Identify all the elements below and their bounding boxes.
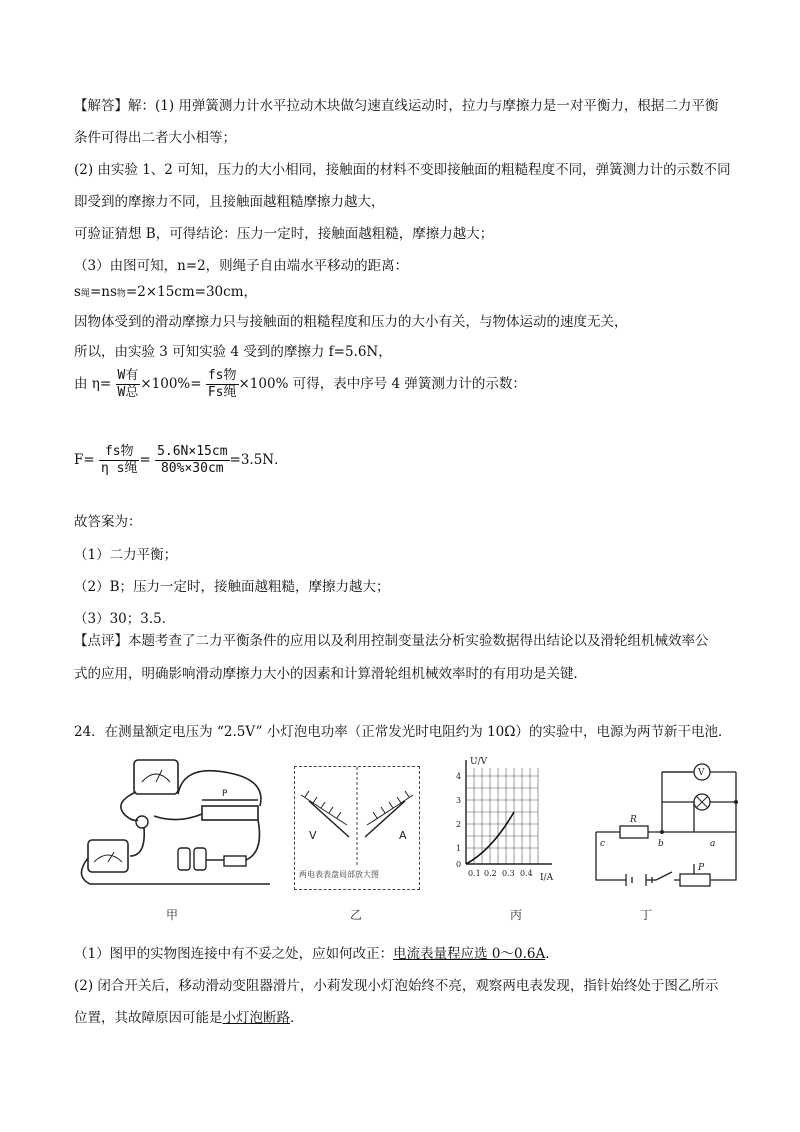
caption-yi: 乙 (350, 908, 363, 922)
bulb-icon (136, 816, 148, 828)
solution-line-6: （3）由图可知，n=2，则绳子自由端水平移动的距离： (74, 258, 409, 274)
svg-text:b: b (658, 839, 664, 849)
solution-line-7: s绳=ns物=2×15cm=30cm， (74, 284, 258, 300)
svg-text:3: 3 (456, 796, 462, 805)
caption-ding: 丁 (640, 908, 653, 922)
comment-line-1: 【点评】本题考查了二力平衡条件的应用以及利用控制变量法分析实验数据得出结论以及滑轮组机械效率公 (74, 633, 709, 649)
svg-text:V: V (698, 768, 705, 778)
solution-line-8: 因物体受到的滑动摩擦力只与接触面的粗糙程度和压力的大小有关，与物体运动的速度无关， (74, 314, 628, 330)
svg-text:I/A: I/A (540, 873, 554, 883)
svg-text:0: 0 (456, 860, 462, 869)
svg-text:V: V (309, 829, 317, 842)
solution-line-9: 所以，由实验 3 可知实验 4 受到的摩擦力 f=5.6N， (74, 344, 392, 360)
svg-text:0.3: 0.3 (502, 869, 515, 878)
answer-blank-1: 电流表量程应选 0～0.6A (393, 946, 546, 962)
svg-text:A: A (399, 829, 407, 842)
svg-text:U/V: U/V (470, 757, 488, 767)
ammeter-icon (88, 840, 128, 872)
question-24-stem: 24．在测量额定电压为 “2.5V” 小灯泡电功率（正常发光时电阻约为 10Ω）的实验中，电源为两节新干电池． (74, 724, 732, 740)
svg-text:a: a (710, 839, 716, 849)
resistor-r0-icon (620, 826, 648, 838)
svg-text:0.4: 0.4 (520, 869, 533, 878)
solution-line-3: (2) 由实验 1、2 可知，压力的大小相同，接触面的材料不变即接触面的粗糙程度不同，弹簧测力计的示数不同 (74, 162, 731, 178)
answer-1: （1）二力平衡； (74, 547, 178, 563)
answer-3: （3）30；3.5． (74, 611, 176, 627)
figure-yi-meters (294, 766, 420, 890)
svg-text:0.2: 0.2 (484, 869, 497, 878)
svg-text:2: 2 (456, 820, 462, 829)
answer-2: （2）B；压力一定时，接触面越粗糙，摩擦力越大； (74, 579, 390, 595)
figure-jia-circuit (74, 752, 270, 894)
answer-blank-2: 小灯泡断路 (222, 1010, 290, 1026)
fig-yi-note: 两电表表盘局部放大图 (299, 870, 379, 879)
svg-text:0.1: 0.1 (468, 869, 481, 878)
voltmeter-icon (134, 760, 178, 794)
figure-ding-schematic (586, 760, 746, 888)
battery-icon (178, 848, 190, 870)
solution-line-5: 可验证猜想 B，可得结论：压力一定时，接触面越粗糙，摩擦力越大； (74, 226, 494, 242)
switch-icon (224, 856, 246, 866)
solution-line-2: 条件可得出二者大小相等； (74, 130, 236, 146)
efficiency-formula: 由 η= $\frac{\text{W有}}{\text{W总}}$ ×100%= $\frac{\text{fs物}}{\text{Fs绳}}$ ×100% 可得，表中序号 4 弹簧测力计的示数： (74, 368, 526, 400)
switch-icon (656, 872, 672, 880)
caption-jia: 甲 (166, 908, 179, 922)
svg-text:1: 1 (456, 844, 462, 853)
svg-text:4: 4 (456, 772, 462, 781)
rheostat-icon (680, 874, 710, 886)
solution-line-1: 【解答】解：(1) 用弹簧测力计水平拉动木块做匀速直线运动时，拉力与摩擦力是一对平衡力，根据二力平衡 (74, 98, 719, 114)
answer-heading: 故答案为： (74, 514, 142, 530)
caption-bing: 丙 (510, 908, 523, 922)
rheostat-icon (202, 806, 258, 820)
comment-line-2: 式的应用，明确影响滑动摩擦力大小的因素和计算滑轮组机械效率时的有用功是关键． (74, 666, 587, 682)
svg-text:R: R (630, 815, 637, 825)
force-formula: F= $\frac{\text{fs物}}{\text{η s绳}}$ = $\frac{5.6N\times 15cm}{80\%\times 30cm}$ =3.5N． (74, 444, 288, 476)
solution-line-4: 即受到的摩擦力不同，且接触面越粗糙摩擦力越大， (74, 194, 385, 210)
question-24-part-2-line-2: 位置，其故障原因可能是小灯泡断路． (74, 1010, 304, 1026)
svg-text:P: P (698, 863, 705, 873)
svg-text:c: c (600, 839, 606, 849)
question-24-part-2-line-1: (2) 闭合开关后，移动滑动变阻器滑片，小莉发现小灯泡始终不亮，观察两电表发现，指针始终处于图乙所示 (74, 978, 719, 994)
svg-text:P: P (222, 789, 228, 799)
question-24-part-1: （1）图甲的实物图连接中有不妥之处，应如何改正：电流表量程应选 0～0.6A． (74, 946, 559, 962)
figure-bing-graph (452, 754, 562, 886)
